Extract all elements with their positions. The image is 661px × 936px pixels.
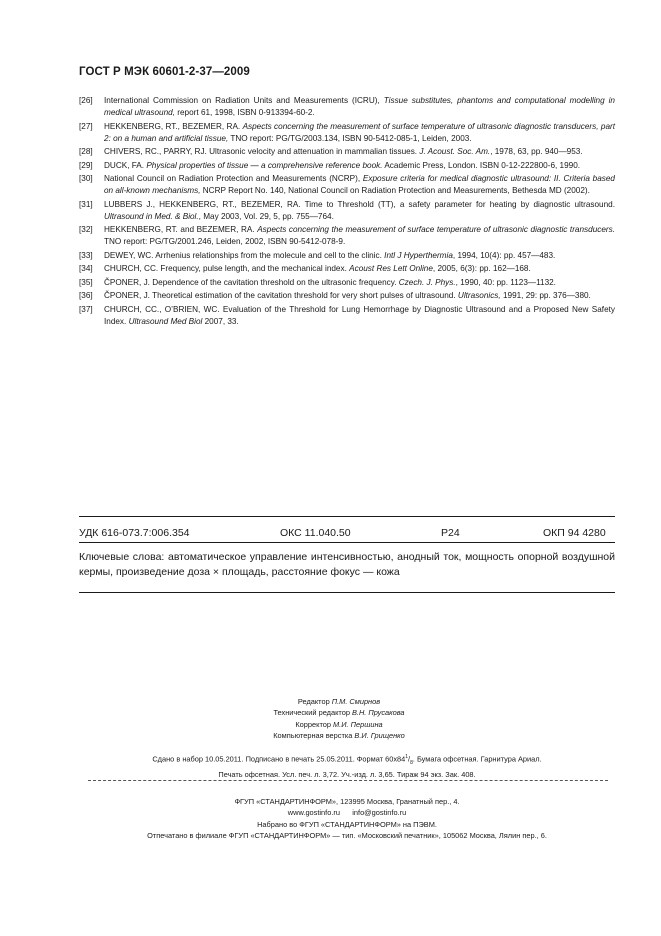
- reference-entry: [79, 290, 615, 302]
- publication-line-2: Печать офсетная. Усл. печ. л. 3,72. Уч.-изд. л. 3,65. Тираж 94 экз. Зак. 408.: [218, 770, 476, 780]
- divider-top: [79, 516, 615, 517]
- standard-code-header: ГОСТ Р МЭК 60601-2-37—2009: [79, 66, 250, 78]
- reference-number: [31]: [79, 199, 93, 209]
- reference-number: [34]: [79, 264, 93, 274]
- reference-number: [29]: [79, 160, 93, 170]
- reference-number: [27]: [79, 121, 93, 131]
- reference-text: International Commission on Radiation Units and Measurements (ICRU), Tissue substitutes, phantoms and computational modelling in medical ultrasound, report 61, 1998, ISBN 0-913394-60-2.: [104, 96, 615, 118]
- divider-middle: [79, 542, 615, 543]
- reference-number: [36]: [79, 291, 93, 301]
- editorial-credits: [79, 696, 599, 742]
- reference-number: [35]: [79, 277, 93, 287]
- udk-code: УДК 616-073.7:006.354: [79, 527, 190, 539]
- bibliography-list: [79, 95, 615, 329]
- credit-line: Редактор П.М. Смирнов: [297, 697, 381, 706]
- oks-code: ОКС 11.040.50: [280, 527, 351, 539]
- reference-text: ČPONER, J. Theoretical estimation of the cavitation threshold for very short pulses of ultrasound. Ultrasonics, 1991, 29: pp. 376—380.: [104, 291, 591, 301]
- credit-line: Технический редактор В.Н. Прусакова: [273, 708, 405, 718]
- reference-text: HEKKENBERG, RT. and BEZEMER, RA. Aspects concerning the measurement of surface temperature of ultrasonic diagnostic transducers. TNO report: PG/TG/2001.246, Leiden, 2002, ISBN 90-5412-078-9.: [104, 225, 615, 247]
- printing-line: Набрано во ФГУП «СТАНДАРТИНФОРМ» на ПЭВМ.: [257, 819, 437, 829]
- reference-text: DUCK, FA. Physical properties of tissue — a comprehensive reference book. Academic Press, London. ISBN 0-12-222800-6, 1990.: [104, 160, 581, 170]
- printing-line: www.gostinfo.ru info@gostinfo.ru: [287, 808, 407, 818]
- printing-line: Отпечатано в филиале ФГУП «СТАНДАРТИНФОРМ» — тип. «Московский печатник», 105062 Москва, Лялин пер., 6.: [147, 831, 547, 841]
- reference-entry: [79, 146, 615, 158]
- reference-entry: [79, 199, 615, 223]
- reference-number: [26]: [79, 96, 93, 105]
- credit-line: Корректор М.И. Першина: [295, 719, 383, 729]
- reference-entry: [79, 224, 615, 248]
- printing-line: ФГУП «СТАНДАРТИНФОРМ», 123995 Москва, Гранатный пер., 4.: [234, 797, 460, 806]
- reference-entry: [79, 160, 615, 172]
- printing-house-info: [79, 796, 615, 842]
- divider-dashed: [88, 780, 608, 781]
- publication-line-1: Сдано в набор 10.05.2011. Подписано в печать 25.05.2011. Формат $60х84^1/_8$. Бумага офсетная. Гарнитура Ариал.: [152, 754, 542, 766]
- divider-bottom: [79, 592, 615, 593]
- reference-text: ČPONER, J. Dependence of the cavitation threshold on the ultrasonic frequency. Czech. J. Phys., 1990, 40: pp. 1123—1132.: [104, 277, 556, 287]
- reference-text: HEKKENBERG, RT., BEZEMER, RA. Aspects concerning the measurement of surface temperature of ultrasonic diagnostic transducers, part 2: on a human and artificial tissue, TNO report: PG/TG/2003.134, ISBN 90-5412-085-1, Leiden, 2003.: [104, 121, 616, 143]
- reference-entry: [79, 95, 615, 119]
- reference-number: [30]: [79, 174, 93, 184]
- reference-text: CHURCH, CC., O’BRIEN, WC. Evaluation of the Threshold for Lung Hemorrhage by Diagnostic Ultrasound and a Proposed New Safety Index. Ultrasound Med Biol 2007, 33.: [104, 304, 615, 326]
- reference-entry: [79, 277, 615, 289]
- reference-text: CHIVERS, RC., PARRY, RJ. Ultrasonic velocity and attenuation in mammalian tissues. J. Acoust. Soc. Am., 1978, 63, pp. 940—953.: [104, 147, 583, 157]
- reference-entry: [79, 173, 615, 197]
- reference-number: [32]: [79, 225, 93, 235]
- reference-text: DEWEY, WC. Arrhenius relationships from the molecule and cell to the clinic. Intl J Hyperthermia, 1994, 10(4): pp. 457—483.: [104, 250, 556, 260]
- reference-number: [33]: [79, 250, 93, 260]
- publication-info: [79, 751, 615, 782]
- credit-line: Компьютерная верстка В.И. Грищенко: [273, 731, 405, 741]
- reference-entry: [79, 304, 615, 328]
- reference-entry: [79, 121, 615, 145]
- reference-text: CHURCH, CC. Frequency, pulse length, and the mechanical index. Acoust Res Lett Online, 2005, 6(3): pp. 162—168.: [104, 264, 531, 274]
- reference-number: [37]: [79, 304, 93, 314]
- group-code: Р24: [441, 527, 460, 539]
- okp-code: ОКП 94 4280: [543, 527, 606, 539]
- reference-text: LUBBERS J., HEKKENBERG, RT., BEZEMER, RA. Time to Threshold (TT), a safety parameter for heating by diagnostic ultrasound. Ultrasound in Med. & Biol., May 2003, Vol. 29, 5, pp. 755—764.: [104, 199, 615, 221]
- reference-number: [28]: [79, 147, 93, 157]
- reference-text: National Council on Radiation Protection and Measurements (NCRP), Exposure criteria for medical diagnostic ultrasound: II. Criteria based on all-known mechanisms, NCRP Report No. 140, National Council on Radiation Protection and Measurements, Bethesda MD (2002).: [104, 174, 615, 196]
- reference-entry: [79, 263, 615, 275]
- reference-entry: [79, 250, 615, 262]
- keywords-paragraph: Ключевые слова: автоматическое управление интенсивностью, анодный ток, мощность опорной воздушной кермы, произведение доза × площадь, расстояние фокус — кожа: [79, 551, 615, 578]
